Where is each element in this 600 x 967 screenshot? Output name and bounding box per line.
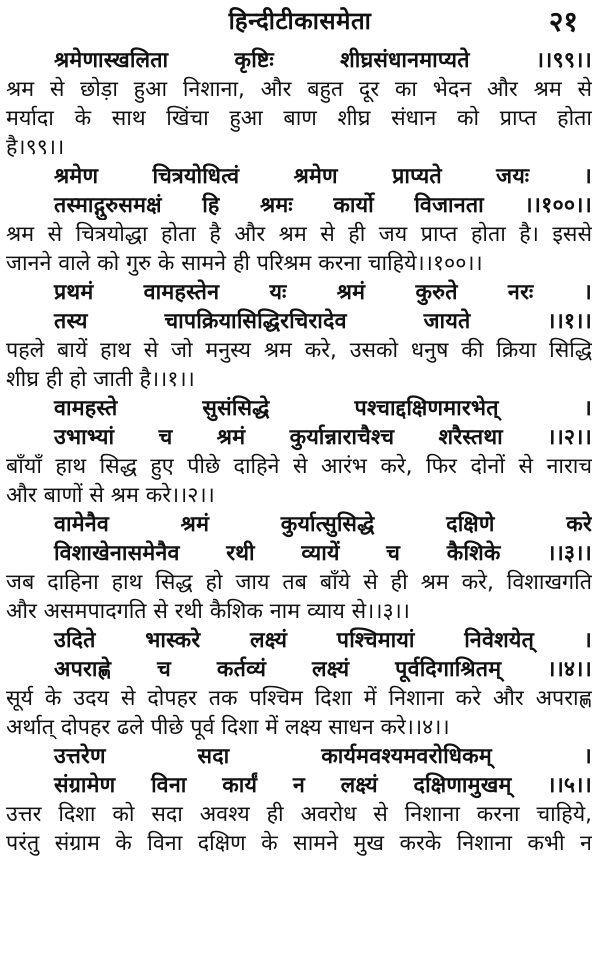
commentary-line: मर्यादा के साथ खिंचा हुआ बाण शीघ्र संधान को प्राप्त होता [6,106,592,131]
page-body [6,46,592,858]
commentary-line: और बाणों से श्रम करे।।२।। [6,483,215,508]
commentary-line: जानने वाले को गुरु के सामने ही परिश्रम करना चाहिये।।१००।। [6,251,483,276]
running-title: हिन्दीटीकासमेता [228,7,372,35]
commentary-line: बाँयाँ हाथ सिद्ध हुए पीछे दाहिने से आरंभ करे, फिर दोनों से नाराच [6,454,592,479]
verse-line: वामेनैव श्रमं कुर्यात्सुसिद्धे दक्षिणे करे [54,512,592,537]
verse-line: श्रमेण चित्रयोधित्वं श्रमेण प्राप्यते जयः । [54,164,592,189]
commentary-line: है।९९।। [6,135,65,160]
commentary-line: और असमपादगति से रथी कैशिक नाम व्याय से।।३।। [6,599,410,624]
verse-line: तस्य चापक्रियासिद्धिरचिरादेव जायते ।।१।। [54,309,592,334]
verse-line: विशाखेनासमेनैव रथी व्यायें च कैशिके ।।३।। [54,541,592,566]
verse-line: उदिते भास्करे लक्ष्यं पश्चिमायां निवेशयेत् । [54,628,592,653]
verse-line: तस्माद्गुरुसमक्षं हि श्रमः कार्यो विजानता ।।१००।। [54,193,592,218]
verse-line: प्रथमं वामहस्तेन यः श्रमं कुरुते नरः । [54,280,592,305]
commentary-line: शीघ्र ही हो जाती है।।१।। [6,367,195,392]
verse-line: उभाभ्यां च श्रमं कुर्यान्नाराचैश्च शरैस्तथा ।।२।। [54,425,592,450]
verse-line: संग्रामेण विना कार्यं न लक्ष्यं दक्षिणामुखम् ।।५।। [54,773,592,798]
verse-line: वामहस्ते सुसंसिद्धे पश्चाद्दक्षिणमारभेत् । [54,396,592,421]
page-header [0,0,600,40]
commentary-line: अर्थात् दोपहर ढले पीछे पूर्व दिशा में लक्ष्य साधन करे।।४।। [6,715,450,740]
verse-line: अपराह्णे च कर्तव्यं लक्ष्यं पूर्वदिगाश्रितम् ।।४।। [54,657,592,682]
commentary-line: उत्तर दिशा को सदा अवश्य ही अवरोध से निशाना करना चाहिये, [6,802,592,827]
page-number: २१ [548,5,578,38]
commentary-line: जब दाहिना हाथ सिद्ध हो जाय तब बाँये से ही श्रम करे, विशाखगति [6,570,592,595]
commentary-line: पहले बायें हाथ से जो मनुस्य श्रम करे, उसको धनुष की क्रिया सिद्धि [6,338,592,363]
commentary-line: परंतु संग्राम के विना दक्षिण के सामने मुख करके निशाना कभी न [6,831,592,856]
commentary-line: सूर्य के उदय से दोपहर तक पश्चिम दिशा में निशाना करे और अपराह्ण [6,686,592,711]
commentary-line: श्रम से छोड़ा हुआ निशाना, और बहुत दूर का भेदन और श्रम से [6,77,592,102]
verse-line: उत्तरेण सदा कार्यमवश्यमवरोधिकम् । [54,744,592,769]
commentary-line: श्रम से चित्रयोद्धा होता है और श्रम से ही जय प्राप्त होता है। इससे [6,222,592,247]
verse-line: श्रमेणास्खलिता कृष्टिः शीघ्रसंधानमाप्यते ।।९९।। [54,48,592,73]
